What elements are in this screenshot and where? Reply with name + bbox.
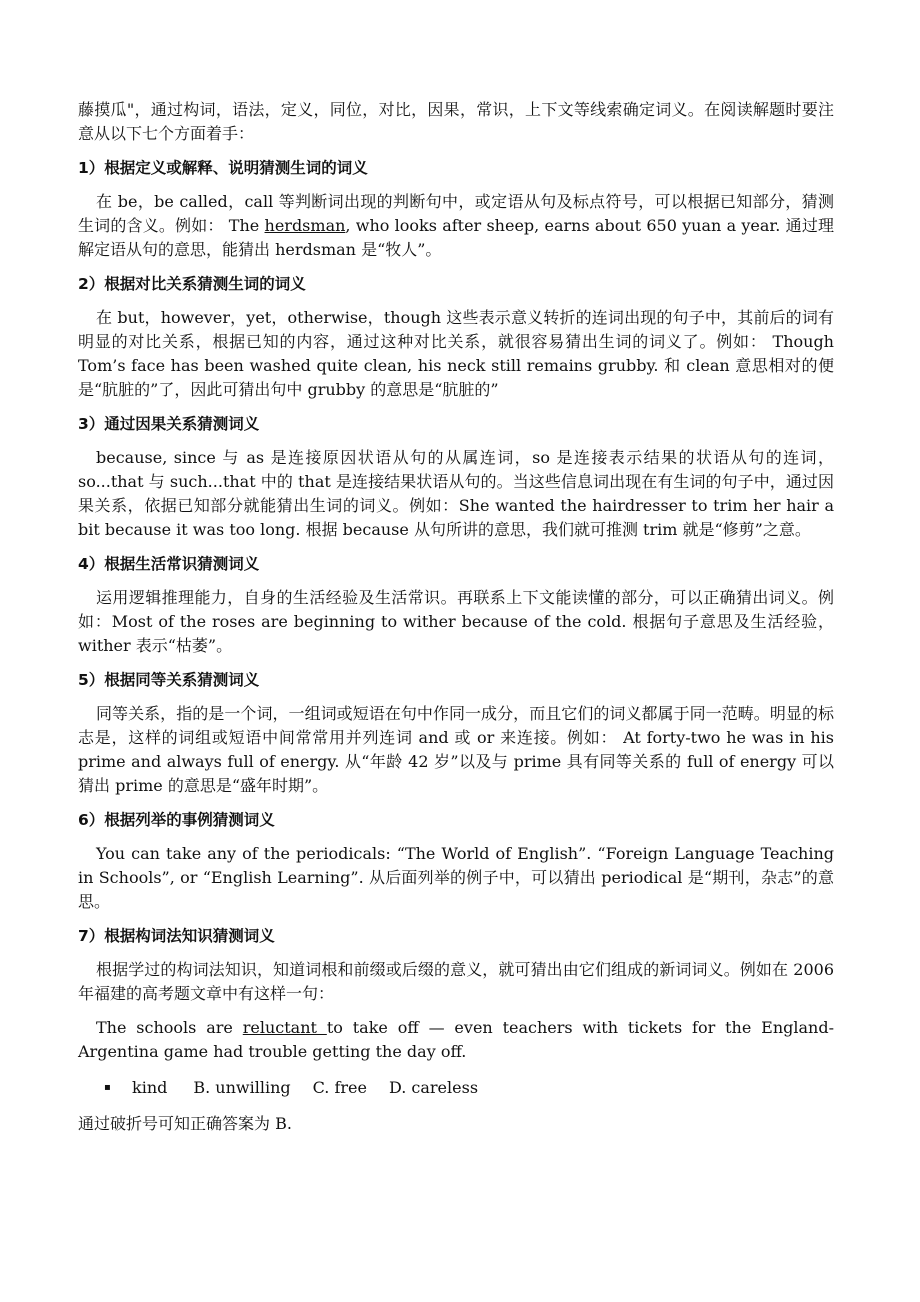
option-b: B. unwilling (193, 1078, 291, 1097)
section-1-text-after: , who looks after sheep, earns about 650 yuan a year. 通过理解定语从句的意思，能猜出 herdsman 是“牧人”。 (78, 216, 834, 259)
intro-paragraph: 藤摸瓜"，通过构词，语法，定义，同位，对比，因果，常识，上下文等线索确定词义。在阅读解题时要注意从以下七个方面着手： (78, 100, 834, 143)
section-2-heading: 2）根据对比关系猜测生词的词义 (78, 275, 306, 293)
section-1-text (78, 190, 834, 262)
section-3-heading: 3）通过因果关系猜测词义 (78, 415, 260, 433)
section-6-text: You can take any of the periodicals: “The World of English”. “Foreign Language Teaching in Schools”, or “English Learning”. 从后面列举的例子中，可以猜出 periodical 是“期刊，杂志”的意思。 (78, 844, 834, 911)
section-7-heading: 7）根据构词法知识猜测词义 (78, 927, 275, 945)
section-7-text: 根据学过的构词法知识，知道词根和前缀或后缀的意义，就可猜出由它们组成的新词词义。例如在 2006 年福建的高考题文章中有这样一句： (78, 960, 834, 1003)
section-1-text-before: 在 be，be called，call 等判断词出现的判断句中，或定语从句及标点符号，可以根据已知部分，猜测生词的含义。例如： The (78, 192, 834, 235)
section-2-text: 在 but，however，yet，otherwise，though 这些表示意义转折的连词出现的句子中，其前后的词有明显的对比关系，根据已知的内容，通过这种对比关系，就很容易猜出生词的词义了。例如： Though Tom’s face has been washed quite clean, his neck still remains grubby. 和 clean 意思相对的便是“肮脏的”了，因此可猜出句中 grubby 的意思是“肮脏的” (78, 308, 834, 399)
example-after: to take off — even teachers with tickets for the England-Argentina game had trouble getting the day off. (78, 1018, 834, 1061)
document-page (78, 98, 834, 1136)
example-before: The schools are (96, 1018, 243, 1037)
section-1-heading: 1）根据定义或解释、说明猜测生词的词义 (78, 159, 368, 177)
section-4-heading: 4）根据生活常识猜测词义 (78, 555, 260, 573)
option-d: D. careless (388, 1078, 479, 1097)
section-5-heading: 5）根据同等关系猜测词义 (78, 671, 260, 689)
conclusion-text: 通过破折号可知正确答案为 B. (78, 1114, 292, 1133)
option-c: C. free (312, 1078, 367, 1097)
bullet-icon: ▪ (104, 1082, 111, 1093)
section-5-text: 同等关系，指的是一个词，一组词或短语在句中作同一成分，而且它们的词义都属于同一范畴。明显的标志是，这样的词组或短语中间常常用并列连词 and 或 or 来连接。例如： At forty-two he was in his prime and always full of energy. 从“年龄 42 岁”以及与 prime 具有同等关系的 full of energy 可以猜出 prime 的意思是“盛年时期”。 (78, 704, 834, 795)
section-6-heading: 6）根据列举的事例猜测词义 (78, 811, 275, 829)
answer-options (104, 1076, 834, 1100)
section-4-text: 运用逻辑推理能力，自身的生活经验及生活常识。再联系上下文能读懂的部分，可以正确猜出词义。例如：Most of the roses are beginning to wither because of the cold. 根据句子意思及生活经验，wither 表示“枯萎”。 (78, 588, 834, 655)
herdsman-underlined: herdsman (264, 216, 346, 235)
reluctant-underlined: reluctant (242, 1018, 327, 1037)
section-3-text: because, since 与 as 是连接原因状语从句的从属连词，so 是连接表示结果的状语从句的连词，so...that 与 such...that 中的 that 是连接结果状语从句的。当这些信息词出现在有生词的句子中，通过因果关系，依据已知部分就能猜出生词的词义。例如：She wanted the hairdresser to trim her hair a bit because it was too long. 根据 because 从句所讲的意思，我们就可推测 trim 就是“修剪”之意。 (78, 448, 834, 539)
example-sentence (78, 1016, 834, 1064)
option-a: kind (132, 1078, 168, 1097)
